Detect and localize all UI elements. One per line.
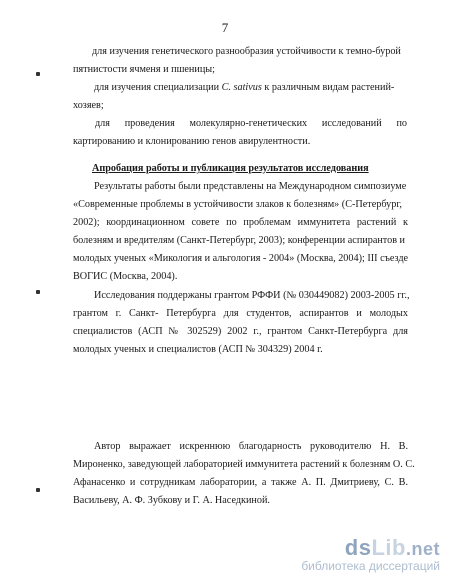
text-line: пятнистости ячменя и пшеницы; xyxy=(73,64,215,75)
margin-mark xyxy=(36,290,40,294)
logo-net: .net xyxy=(405,539,440,559)
text-line xyxy=(94,82,394,94)
logo-ds: ds xyxy=(344,535,372,560)
text-line: молодых ученых и специалистов (АСП № 304329) 2004 г. xyxy=(73,344,323,355)
page-number: 7 xyxy=(221,20,229,35)
text-line: грантом г. Санкт- Петербурга для студентов, аспирантов и молодых xyxy=(73,308,408,319)
section-heading: Апробация работы и публикация результатов исследования xyxy=(92,163,369,174)
text-line: Афанасенко и сотрудникам лаборатории, а также А. П. Дмитриеву, С. В. xyxy=(73,477,408,488)
text-line: Результаты работы были представлены на Международном симпозиуме xyxy=(94,181,407,192)
text-line: молодых ученых «Микология и альгология - 2004» (Москва, 2004); III съезде xyxy=(73,253,409,264)
text-line: хозяев; xyxy=(73,100,104,111)
species-name: C. sativus xyxy=(221,82,262,93)
watermark-logo xyxy=(301,535,440,561)
text-fragment: к различным видам растений- xyxy=(261,82,395,93)
text-line: для изучения генетического разнообразия устойчивости к темно-бурой xyxy=(92,46,401,57)
text-line: «Современные проблемы в устойчивости злаков к болезням» (С-Петербург, xyxy=(73,199,402,210)
watermark-subtitle: библиотека диссертаций xyxy=(301,559,440,573)
text-line: 2002); координационном совете по проблемам иммунитета растений к xyxy=(73,217,408,228)
text-line: специалистов (АСП № 302529) 2002 г., грантом Санкт-Петербурга для xyxy=(73,326,408,337)
logo-lib: Lib xyxy=(371,535,406,560)
watermark xyxy=(301,535,440,573)
text-line: болезням и вредителям (Санкт-Петербург, 2003); конференции аспирантов и xyxy=(73,235,406,246)
margin-mark xyxy=(36,488,40,492)
text-line: ВОГИС (Москва, 2004). xyxy=(73,271,178,282)
text-fragment: для изучения специализации xyxy=(94,82,222,93)
text-line: Автор выражает искреннюю благодарность руководителю Н. В. xyxy=(94,441,408,452)
text-line: Мироненко, заведующей лабораторией иммунитета растений к болезням О. С. xyxy=(73,459,415,470)
text-line: Исследования поддержаны грантом РФФИ (№ 030449082) 2003-2005 гг., xyxy=(94,290,410,301)
text-line: Васильеву, А. Ф. Зубкову и Г. А. Наседкиной. xyxy=(73,495,270,506)
text-line: для проведения молекулярно-генетических исследований по xyxy=(95,118,407,129)
margin-mark xyxy=(36,72,40,76)
text-line: картированию и клонированию генов авирулентности. xyxy=(73,136,311,147)
